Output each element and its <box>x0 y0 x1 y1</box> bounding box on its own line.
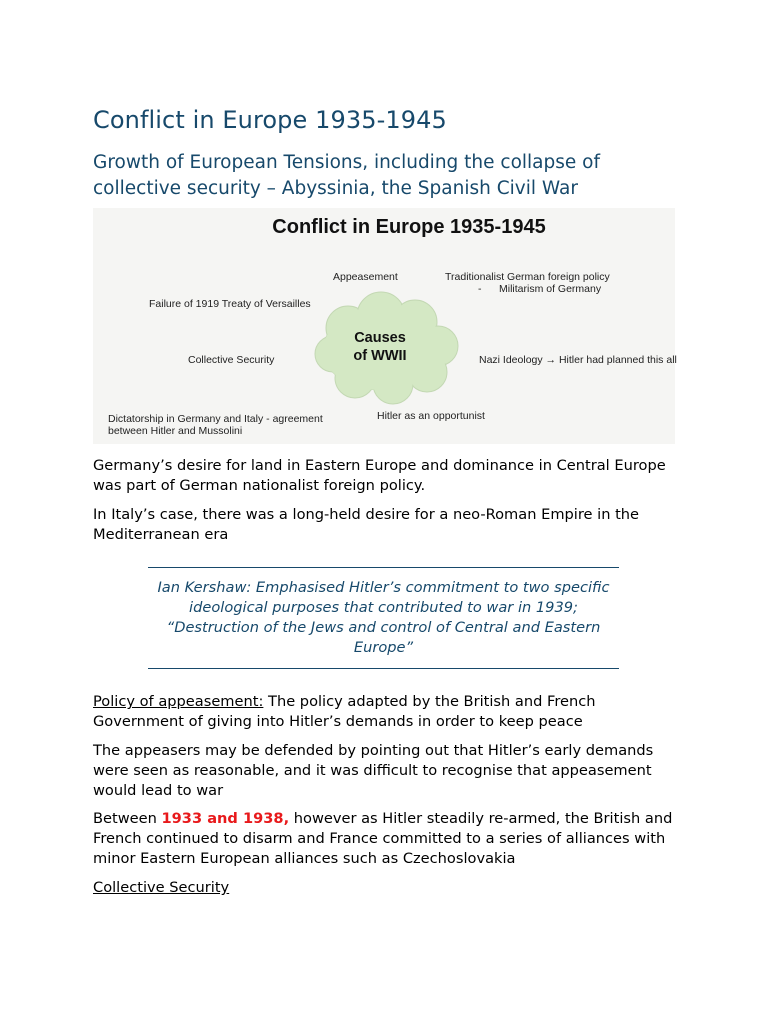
diagram-center-label: Causes of WWII <box>353 330 407 364</box>
between-post: however as Hitler steadily re-armed, the British and French continued to disarm and France committed to a series of alliances with minor Eastern European alliances such as Czechoslovakia <box>93 810 673 867</box>
label-traditionalist: Traditionalist German foreign policy <box>445 271 610 283</box>
label-appeasement: Appeasement <box>333 271 398 283</box>
diagram-title: Conflict in Europe 1935-1945 <box>272 216 546 238</box>
label-collective-security: Collective Security <box>188 354 275 366</box>
between-pre: Between <box>93 810 162 827</box>
paragraph-appeasers: The appeasers may be defended by pointing out that Hitler’s early demands were seen as reasonable, and it was difficult to recognise that appeasement would lead to war <box>93 742 654 799</box>
kershaw-quote: Ian Kershaw: Emphasised Hitler’s commitment to two specific ideological purposes that contributed to war in 1939; “Destruction of the Jews and control of Central and Eastern Europe” <box>157 579 610 656</box>
collective-security-heading: Collective Security <box>93 879 230 896</box>
page-title: Conflict in Europe 1935-1945 <box>93 106 447 134</box>
causes-of-wwii-diagram <box>93 208 675 444</box>
paragraph-appeasement-policy <box>93 692 683 732</box>
label-dictatorship: Dictatorship in Germany and Italy - agreement between Hitler and Mussolini <box>108 413 323 437</box>
appeasement-label: Policy of appeasement: <box>93 693 264 710</box>
quote-top-rule <box>148 567 619 568</box>
label-versailles: Failure of 1919 Treaty of Versailles <box>149 298 311 310</box>
paragraph-between <box>93 809 683 869</box>
highlight-years: 1933 and 1938, <box>161 810 290 827</box>
label-militarism: - Militarism of Germany <box>478 283 602 295</box>
label-opportunist: Hitler as an opportunist <box>377 410 485 422</box>
section-subtitle: Growth of European Tensions, including the collapse of collective security – Abyssinia, the Spanish Civil War <box>93 152 600 199</box>
appeasement-text: The policy adapted by the British and French Government of giving into Hitler’s demands in order to keep peace <box>93 693 596 730</box>
quote-bottom-rule <box>148 668 619 669</box>
paragraph-germany: Germany’s desire for land in Eastern Europe and dominance in Central Europe was part of German nationalist foreign policy. <box>93 457 666 494</box>
label-nazi-ideology: Nazi Ideology → Hitler had planned this all <box>479 354 677 366</box>
paragraph-italy: In Italy’s case, there was a long-held desire for a neo-Roman Empire in the Mediterranean era <box>93 506 640 543</box>
cloud-shape <box>93 208 675 444</box>
